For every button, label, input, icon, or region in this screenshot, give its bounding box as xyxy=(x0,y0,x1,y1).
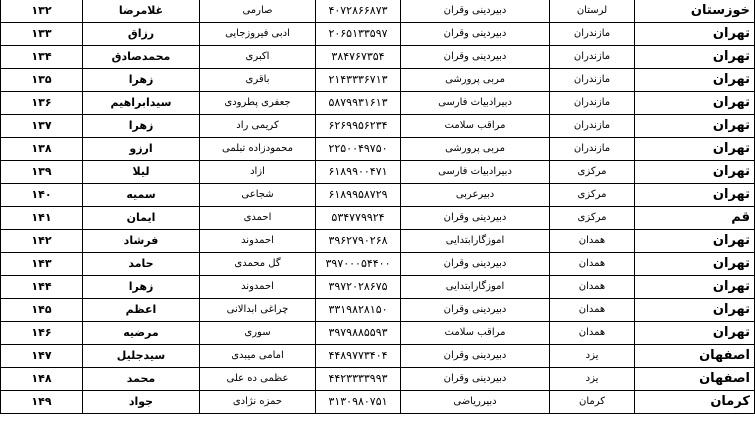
table-row xyxy=(1,230,755,253)
first-name-cell: سیدجلیل xyxy=(83,345,200,368)
last-name-cell: سوری xyxy=(200,322,316,345)
field-cell: دبیرادبیات فارسی xyxy=(401,161,550,184)
field-cell: اموزگارابتدایی xyxy=(401,276,550,299)
last-name-cell: چراغی ابدالانی xyxy=(200,299,316,322)
city-cell: یزد xyxy=(550,345,635,368)
last-name-cell: حمزه نژادی xyxy=(200,391,316,414)
field-cell: دبیردینی وقران xyxy=(401,299,550,322)
last-name-cell: شجاعی xyxy=(200,184,316,207)
row-number-cell: ۱۴۵ xyxy=(1,299,83,322)
code-cell: ۴۰۷۲۸۶۶۸۷۳ xyxy=(316,0,401,23)
table-row xyxy=(1,276,755,299)
last-name-cell: احمدوند xyxy=(200,230,316,253)
province-cell: تهران xyxy=(635,230,755,253)
field-cell: دبیردینی وقران xyxy=(401,207,550,230)
code-cell: ۵۸۷۹۹۳۱۶۱۳ xyxy=(316,92,401,115)
province-cell: تهران xyxy=(635,276,755,299)
code-cell: ۶۱۸۹۹۰۰۴۷۱ xyxy=(316,161,401,184)
city-cell: همدان xyxy=(550,299,635,322)
code-cell: ۴۴۲۳۳۳۳۹۹۳ xyxy=(316,368,401,391)
city-cell: لرستان xyxy=(550,0,635,23)
province-cell: خوزستان xyxy=(635,0,755,23)
code-cell: ۲۲۵۰۰۴۹۷۵۰ xyxy=(316,138,401,161)
last-name-cell: عظمی ده علی xyxy=(200,368,316,391)
table-row xyxy=(1,92,755,115)
table-row xyxy=(1,345,755,368)
last-name-cell: احمدوند xyxy=(200,276,316,299)
first-name-cell: زهرا xyxy=(83,69,200,92)
row-number-cell: ۱۴۹ xyxy=(1,391,83,414)
first-name-cell: محمدصادق xyxy=(83,46,200,69)
row-number-cell: ۱۳۵ xyxy=(1,69,83,92)
row-number-cell: ۱۴۴ xyxy=(1,276,83,299)
first-name-cell: فرشاد xyxy=(83,230,200,253)
province-cell: تهران xyxy=(635,23,755,46)
last-name-cell: امامی میبدی xyxy=(200,345,316,368)
row-number-cell: ۱۴۱ xyxy=(1,207,83,230)
city-cell: همدان xyxy=(550,276,635,299)
province-cell: تهران xyxy=(635,138,755,161)
row-number-cell: ۱۴۰ xyxy=(1,184,83,207)
code-cell: ۳۹۶۲۷۹۰۲۶۸ xyxy=(316,230,401,253)
row-number-cell: ۱۴۷ xyxy=(1,345,83,368)
province-cell: اصفهان xyxy=(635,345,755,368)
city-cell: مازندران xyxy=(550,92,635,115)
field-cell: دبیردینی وقران xyxy=(401,253,550,276)
row-number-cell: ۱۳۴ xyxy=(1,46,83,69)
last-name-cell: احمدی xyxy=(200,207,316,230)
last-name-cell: جعفری پطرودی xyxy=(200,92,316,115)
code-cell: ۶۱۸۹۹۵۸۷۲۹ xyxy=(316,184,401,207)
first-name-cell: سیدابراهیم xyxy=(83,92,200,115)
first-name-cell: غلامرضا xyxy=(83,0,200,23)
province-cell: تهران xyxy=(635,115,755,138)
city-cell: همدان xyxy=(550,322,635,345)
first-name-cell: محمد xyxy=(83,368,200,391)
row-number-cell: ۱۴۳ xyxy=(1,253,83,276)
table-row xyxy=(1,46,755,69)
city-cell: مرکزی xyxy=(550,184,635,207)
field-cell: دبیرعربی xyxy=(401,184,550,207)
province-cell: تهران xyxy=(635,322,755,345)
province-cell: تهران xyxy=(635,92,755,115)
table-row xyxy=(1,184,755,207)
first-name-cell: حامد xyxy=(83,253,200,276)
city-cell: همدان xyxy=(550,230,635,253)
field-cell: اموزگارابتدایی xyxy=(401,230,550,253)
code-cell: ۳۹۷۲۰۲۸۶۷۵ xyxy=(316,276,401,299)
field-cell: دبیردینی وقران xyxy=(401,345,550,368)
province-cell: اصفهان xyxy=(635,368,755,391)
code-cell: ۲۱۴۳۳۳۶۷۱۳ xyxy=(316,69,401,92)
table-row xyxy=(1,69,755,92)
code-cell: ۵۳۴۷۷۹۹۲۴ xyxy=(316,207,401,230)
field-cell: دبیردینی وقران xyxy=(401,46,550,69)
field-cell: دبیردینی وقران xyxy=(401,23,550,46)
last-name-cell: گل محمدی xyxy=(200,253,316,276)
city-cell: مازندران xyxy=(550,138,635,161)
city-cell: مرکزی xyxy=(550,161,635,184)
first-name-cell: لیلا xyxy=(83,161,200,184)
row-number-cell: ۱۳۹ xyxy=(1,161,83,184)
row-number-cell: ۱۳۳ xyxy=(1,23,83,46)
first-name-cell: رزاق xyxy=(83,23,200,46)
province-cell: تهران xyxy=(635,161,755,184)
code-cell: ۳۹۷۰۰۰۵۴۴۰۰ xyxy=(316,253,401,276)
city-cell: مازندران xyxy=(550,115,635,138)
field-cell: دبیرادبیات فارسی xyxy=(401,92,550,115)
first-name-cell: اعظم xyxy=(83,299,200,322)
field-cell: مراقب سلامت xyxy=(401,322,550,345)
table-row xyxy=(1,391,755,414)
table-row xyxy=(1,138,755,161)
field-cell: دبیردینی وقران xyxy=(401,0,550,23)
table-row xyxy=(1,207,755,230)
table-row xyxy=(1,368,755,391)
province-cell: تهران xyxy=(635,299,755,322)
field-cell: مراقب سلامت xyxy=(401,115,550,138)
province-cell: تهران xyxy=(635,184,755,207)
first-name-cell: جواد xyxy=(83,391,200,414)
row-number-cell: ۱۳۲ xyxy=(1,0,83,23)
table-row xyxy=(1,0,755,23)
first-name-cell: مرضیه xyxy=(83,322,200,345)
code-cell: ۶۲۶۹۹۵۶۲۳۴ xyxy=(316,115,401,138)
code-cell: ۲۰۶۵۱۳۳۵۹۷ xyxy=(316,23,401,46)
city-cell: مازندران xyxy=(550,23,635,46)
table-row xyxy=(1,322,755,345)
table-row xyxy=(1,115,755,138)
first-name-cell: سمیه xyxy=(83,184,200,207)
code-cell: ۳۸۴۷۶۷۳۵۴ xyxy=(316,46,401,69)
province-cell: تهران xyxy=(635,69,755,92)
code-cell: ۳۳۱۹۸۲۸۱۵۰ xyxy=(316,299,401,322)
last-name-cell: اکبری xyxy=(200,46,316,69)
row-number-cell: ۱۳۷ xyxy=(1,115,83,138)
last-name-cell: ادبی فیروزجایی xyxy=(200,23,316,46)
table-body xyxy=(1,0,755,414)
city-cell: مرکزی xyxy=(550,207,635,230)
table-row xyxy=(1,253,755,276)
field-cell: مربی پرورشی xyxy=(401,69,550,92)
city-cell: مازندران xyxy=(550,46,635,69)
first-name-cell: زهرا xyxy=(83,276,200,299)
city-cell: یزد xyxy=(550,368,635,391)
province-cell: تهران xyxy=(635,46,755,69)
first-name-cell: زهرا xyxy=(83,115,200,138)
field-cell: دبیرریاضی xyxy=(401,391,550,414)
city-cell: کرمان xyxy=(550,391,635,414)
row-number-cell: ۱۴۶ xyxy=(1,322,83,345)
field-cell: مربی پرورشی xyxy=(401,138,550,161)
table-row xyxy=(1,161,755,184)
first-name-cell: ایمان xyxy=(83,207,200,230)
province-cell: قم xyxy=(635,207,755,230)
province-cell: تهران xyxy=(635,253,755,276)
row-number-cell: ۱۴۲ xyxy=(1,230,83,253)
last-name-cell: ازاد xyxy=(200,161,316,184)
first-name-cell: ارزو xyxy=(83,138,200,161)
last-name-cell: باقری xyxy=(200,69,316,92)
city-cell: همدان xyxy=(550,253,635,276)
field-cell: دبیردینی وقران xyxy=(401,368,550,391)
row-number-cell: ۱۳۸ xyxy=(1,138,83,161)
table-row xyxy=(1,23,755,46)
table-row xyxy=(1,299,755,322)
last-name-cell: کریمی راد xyxy=(200,115,316,138)
row-number-cell: ۱۳۶ xyxy=(1,92,83,115)
last-name-cell: محمودزاده تبلمی xyxy=(200,138,316,161)
row-number-cell: ۱۴۸ xyxy=(1,368,83,391)
last-name-cell: صارمی xyxy=(200,0,316,23)
code-cell: ۳۱۳۰۹۸۰۷۵۱ xyxy=(316,391,401,414)
code-cell: ۳۹۷۹۸۸۵۵۹۳ xyxy=(316,322,401,345)
code-cell: ۴۴۸۹۷۷۳۴۰۴ xyxy=(316,345,401,368)
city-cell: مازندران xyxy=(550,69,635,92)
province-cell: کرمان xyxy=(635,391,755,414)
